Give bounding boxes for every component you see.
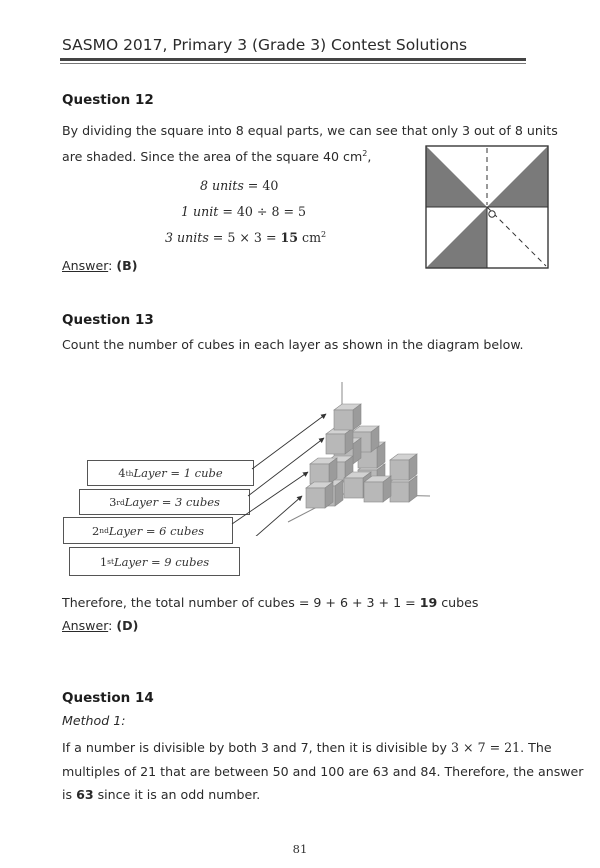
header-rule <box>60 58 526 61</box>
q14-method-label: Method 1: <box>62 713 126 728</box>
layer-4-label: 4 th Layer = 1 cube <box>87 460 254 486</box>
q14-line-3: is 63 since it is an odd number. <box>62 787 261 802</box>
cube-diagram <box>230 376 450 536</box>
square-diagram <box>424 144 550 270</box>
page-header: SASMO 2017, Primary 3 (Grade 3) Contest Solutions <box>62 36 468 54</box>
q12-answer: Answer: (B) <box>62 258 138 273</box>
q12-equation-3: 3 units = 5 × 3 = 15 $cm^2$ <box>165 230 327 246</box>
question-14-title: Question 14 <box>62 690 154 706</box>
layer-2-label: 2 nd Layer = 6 cubes <box>63 517 233 544</box>
q13-answer: Answer: (D) <box>62 618 139 633</box>
header-rule-thin <box>60 63 526 64</box>
q13-total: Therefore, the total number of cubes = 9 + 6 + 3 + 1 = 19 cubes <box>62 595 479 610</box>
question-13-title: Question 13 <box>62 312 154 328</box>
q12-line-1: By dividing the square into 8 equal parts, we can see that only 3 out of 8 units <box>62 123 558 138</box>
q14-line-1: If a number is divisible by both 3 and 7, then it is divisible by 3 × 7 = 21. The <box>62 740 552 755</box>
q12-equation-1: 8 units = 40 <box>200 178 279 193</box>
layer-3-label: 3 rd Layer = 3 cubes <box>79 489 250 515</box>
layer-1-label: 1 st Layer = 9 cubes <box>69 547 240 576</box>
q12-line-2: are shaded. Since the area of the square 40 $cm^2$, <box>62 149 372 165</box>
q12-equation-2: 1 unit = 40 ÷ 8 = 5 <box>181 204 307 219</box>
page-number: 81 <box>292 842 308 856</box>
q14-line-2: multiples of 21 that are between 50 and 100 are 63 and 84. Therefore, the answer <box>62 764 584 779</box>
q13-line-1: Count the number of cubes in each layer as shown in the diagram below. <box>62 337 524 352</box>
question-12-title: Question 12 <box>62 92 154 108</box>
